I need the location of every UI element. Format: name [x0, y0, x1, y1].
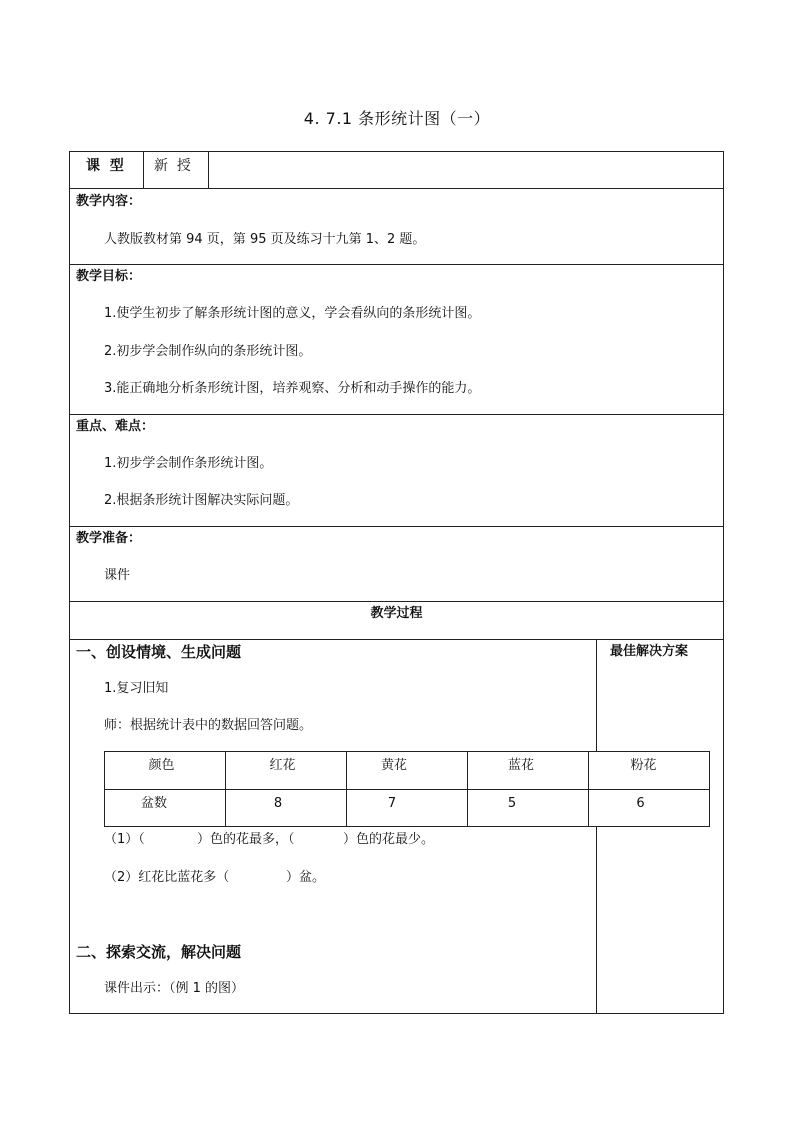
section2-heading: 二、探索交流，解决问题	[76, 943, 242, 961]
table-cell: 盆数	[140, 796, 167, 811]
question-1-part: ）色的花最少。	[343, 832, 435, 847]
key-point-item: 2.根据条形统计图解决实际问题。	[104, 493, 299, 508]
divider	[69, 639, 724, 640]
divider	[596, 639, 597, 751]
table-cell: 8	[273, 796, 283, 811]
key-points-heading: 重点、难点：	[76, 419, 155, 434]
lesson-type-value: 新 授	[154, 158, 191, 174]
divider	[69, 188, 724, 189]
table-header-cell: 颜色	[148, 758, 175, 773]
page-title: 4. 7.1 条形统计图（一）	[303, 109, 491, 128]
goal-item: 3.能正确地分析条形统计图，培养观察、分析和动手操作的能力。	[104, 381, 481, 396]
divider	[104, 789, 710, 790]
divider	[69, 526, 724, 527]
table-cell: 6	[636, 796, 645, 811]
table-header-cell: 红花	[269, 758, 296, 773]
table-header-cell: 黄花	[380, 758, 407, 773]
goals-heading: 教学目标：	[76, 269, 142, 284]
table-cell: 5	[507, 796, 517, 811]
divider	[69, 414, 724, 415]
prep-text: 课件	[104, 568, 131, 583]
content-heading: 教学内容：	[76, 194, 142, 209]
best-solution-label: 最佳解决方案	[610, 644, 689, 659]
table-header-cell: 粉花	[630, 758, 657, 773]
table-cell: 7	[387, 796, 397, 811]
divider	[69, 264, 724, 265]
question-2-part: ）盆。	[286, 870, 326, 885]
goal-item: 1.使学生初步了解条形统计图的意义，学会看纵向的条形统计图。	[104, 306, 481, 321]
divider	[143, 151, 144, 188]
divider	[208, 151, 209, 188]
question-1-part: ）色的花最多，（	[197, 832, 295, 847]
table-header-cell: 蓝花	[507, 758, 534, 773]
key-point-item: 1.初步学会制作条形统计图。	[104, 456, 273, 471]
section2-text: 课件出示：（例 1 的图）	[104, 981, 245, 996]
process-heading: 教学过程	[370, 606, 423, 621]
content-text: 人教版教材第 94 页，第 95 页及练习十九第 1、2 题。	[104, 232, 426, 247]
section1-teacher: 师：根据统计表中的数据回答问题。	[104, 718, 313, 733]
question-1-part: （1）（	[104, 832, 145, 847]
lesson-type-label: 课 型	[86, 158, 124, 174]
section1-heading: 一、创设情境、生成问题	[76, 643, 242, 661]
goal-item: 2.初步学会制作纵向的条形统计图。	[104, 344, 312, 359]
question-2-part: （2）红花比蓝花多（	[104, 870, 230, 885]
divider	[69, 601, 724, 602]
section1-step: 1.复习旧知	[104, 681, 169, 696]
prep-heading: 教学准备：	[76, 531, 142, 546]
divider	[596, 827, 597, 1014]
